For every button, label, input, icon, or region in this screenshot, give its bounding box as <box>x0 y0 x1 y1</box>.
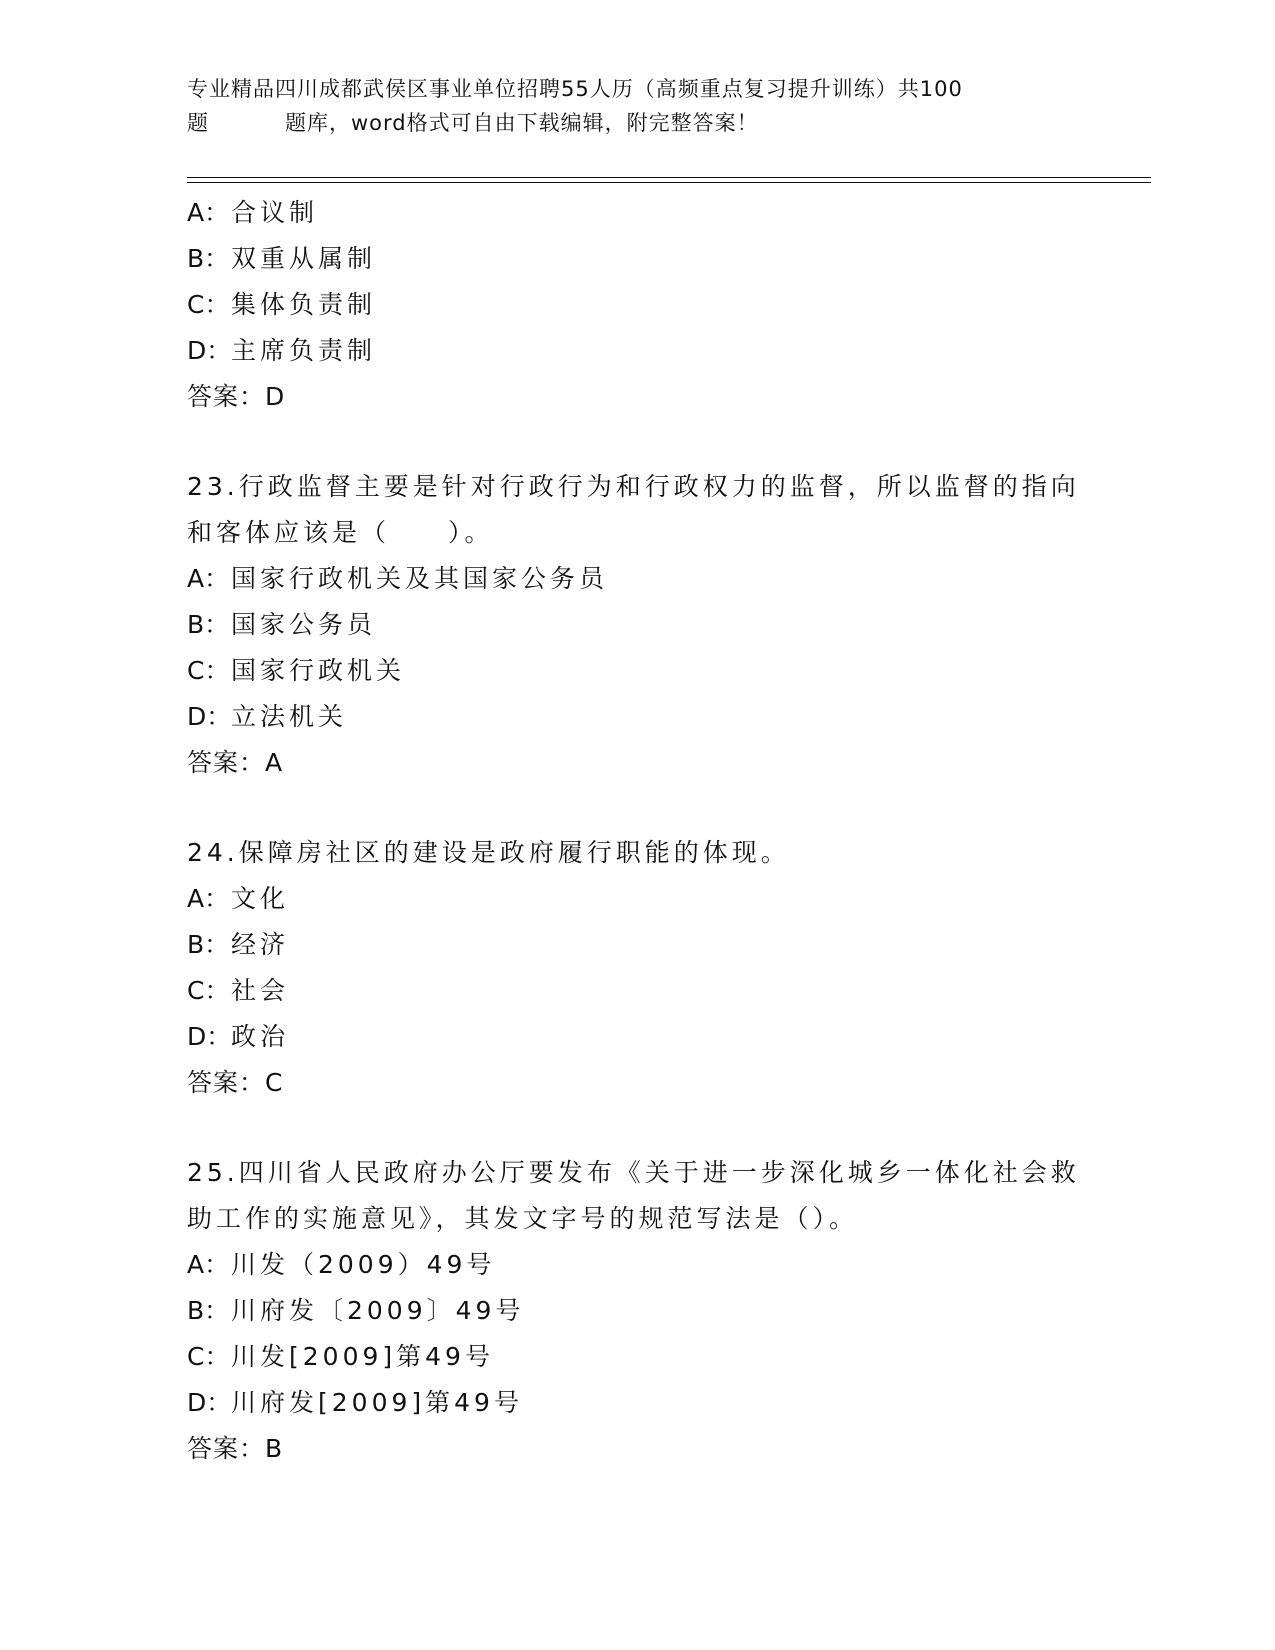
option-a: A：文化 <box>187 884 290 913</box>
option-a: A：合议制 <box>187 198 319 227</box>
question-text-line-2: 和客体应该是（ ）。 <box>187 518 494 547</box>
option-c: C：社会 <box>187 976 290 1005</box>
header-rule-top <box>187 177 1151 178</box>
option-b: B：国家公务员 <box>187 610 377 639</box>
question-25 <box>187 1150 1087 1472</box>
option-a: A：国家行政机关及其国家公务员 <box>187 564 609 593</box>
option-d: D：主席负责制 <box>187 336 377 365</box>
question-24 <box>187 830 1087 1106</box>
header-line-2-right: 题库，word格式可自由下载编辑，附完整答案！ <box>285 111 759 135</box>
question-22-continued <box>187 190 1087 420</box>
header-line-2-left: 题 <box>187 111 209 135</box>
option-b: B：经济 <box>187 930 290 959</box>
header-line-2 <box>187 106 1067 140</box>
question-text-line-1: 24.保障房社区的建设是政府履行职能的体现。 <box>187 838 790 867</box>
option-c: C：国家行政机关 <box>187 656 406 685</box>
option-c: C：川发[2009]第49号 <box>187 1342 494 1371</box>
question-23 <box>187 464 1087 786</box>
option-d: D：川府发[2009]第49号 <box>187 1388 523 1417</box>
document-header <box>187 72 1067 140</box>
question-list <box>187 190 1087 1472</box>
option-d: D：立法机关 <box>187 702 348 731</box>
question-text-line-1: 23.行政监督主要是针对行政行为和行政权力的监督，所以监督的指向 <box>187 472 1080 501</box>
option-b: B：川府发〔2009〕49号 <box>187 1296 525 1325</box>
answer-text: 答案：C <box>187 1068 284 1097</box>
option-b: B：双重从属制 <box>187 244 377 273</box>
option-d: D：政治 <box>187 1022 290 1051</box>
header-line-1: 专业精品四川成都武侯区事业单位招聘55人历（高频重点复习提升训练）共100 <box>187 77 963 101</box>
answer-text: 答案：B <box>187 1434 284 1463</box>
header-rule-bottom <box>187 182 1151 183</box>
option-a: A：川发（2009）49号 <box>187 1250 496 1279</box>
option-c: C：集体负责制 <box>187 290 377 319</box>
answer-text: 答案：A <box>187 748 284 777</box>
question-text-line-1: 25.四川省人民政府办公厅要发布《关于进一步深化城乡一体化社会救 <box>187 1158 1080 1187</box>
question-text-line-2: 助工作的实施意见》，其发文字号的规范写法是（）。 <box>187 1204 859 1233</box>
answer-text: 答案：D <box>187 382 286 411</box>
